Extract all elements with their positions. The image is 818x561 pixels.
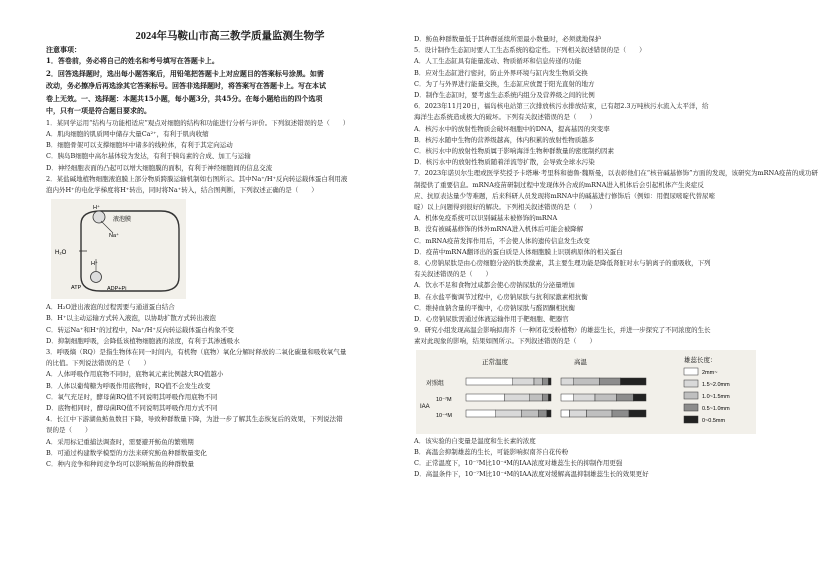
row-label-1e-7: 10⁻⁷M — [436, 396, 452, 403]
text-line: 卷上无效。一、选择题：本题共15小题，每小题3分，共45分。在每小题给出的四个选项 — [46, 93, 323, 103]
text-line: 3．呼吸熵（RQ）是指生物体在同一时间内，有机物（底物）氧化分解时释放的二氧化碳量和吸收氧气量 — [46, 347, 347, 356]
row-label-1e-4: 10⁻⁴M — [436, 412, 452, 419]
text-line: C．维持血钠含量的平衡中，心房钠尿肽与醛固酮相抗衡 — [414, 303, 575, 312]
text-line: C．转运Na⁺和H⁺的过程中，Na⁺/H⁺反向转运载体蛋白构象不变 — [46, 325, 234, 334]
bar-segment-normal-0-0 — [466, 378, 513, 385]
text-line: 2．回答选择题时，选出每小题答案后，用铅笔把答题卡上对应题目的答案标号涂黑。如需 — [46, 68, 324, 78]
text-line: 改动，务必擦净后再选涂其它答案标号。回答非选择题时，将答案写在答题卡上。写在本试 — [46, 81, 326, 91]
bars-group — [466, 378, 646, 417]
text-line: 中，只有一项是符合题目要求的。 — [46, 106, 151, 116]
stamen-length-chart — [416, 350, 756, 434]
legend-title: 雄蕊长度： — [684, 356, 717, 364]
text-line: B．人体以葡萄糖为呼吸作用底物时，RQ值不会发生改变 — [46, 381, 211, 390]
text-line: C．mRNA疫苗发挥作用后，不会使人体的遗传信息发生改变 — [414, 236, 590, 245]
text-line: D．抑制细胞呼吸，会降低该植物细胞液的浓度，有利于其渗透吸水 — [46, 336, 240, 345]
bar-segment-heat-1-0 — [561, 394, 574, 401]
vacuole-membrane-figure — [51, 199, 186, 299]
text-line: B．没有被碱基修饰的体外mRNA进入机体后可能会被降解 — [414, 225, 584, 234]
na-label: Na⁺ — [109, 233, 119, 240]
questions-2-4 — [46, 302, 398, 470]
right-column — [414, 34, 818, 481]
legend-swatch-0 — [684, 368, 698, 375]
text-line: D．高温条件下，10⁻⁷M比10⁻⁴M的IAA浓度对缓解高温抑制雄蕊生长的效果更好 — [414, 470, 649, 479]
notes-block — [46, 55, 398, 118]
text-line: C．正常温度下，10⁻⁷M比10⁻⁴M的IAA浓度对雄蕊生长的抑制作用更强 — [414, 459, 623, 468]
text-line: B．在水盐平衡调节过程中，心房钠尿肽与抗利尿激素相抗衡 — [414, 292, 588, 301]
bar-segment-heat-2-1 — [570, 410, 587, 417]
h2o-label: H₂O — [55, 250, 67, 257]
text-line: D．底物相同时，酵母菌RQ值不同说明其呼吸作用方式不同 — [46, 403, 218, 412]
group-label-heat: 高温 — [574, 358, 587, 366]
text-line: 1．某同学运用“结构与功能相适应”观点对细胞的结构和功能进行分析与评价。下列叙述错误的是（ ） — [46, 118, 350, 127]
legend-label-3: 0.5~1.0mm — [702, 405, 730, 412]
legend-swatch-3 — [684, 404, 698, 411]
text-line: 应、抗原表达量少等难题，后来科研人员发现将mRNA中的碱基进行修饰后（例如：用假尿嘧啶代替尿嘧 — [414, 191, 715, 200]
text-line: C．胰岛B细胞中高尔基体较为发达，有利于胰岛素的合成、加工与运输 — [46, 152, 251, 161]
bar-segment-normal-0-4 — [548, 378, 551, 385]
legend-swatch-4 — [684, 416, 698, 423]
bar-segment-normal-1-0 — [466, 394, 504, 401]
bar-segment-normal-2-3 — [538, 410, 547, 417]
bar-segment-heat-0-3 — [599, 378, 620, 385]
adp-label: ADP+Pi — [107, 286, 127, 293]
text-line: B．核污水随中生物的营养级越高，体内积累的放射性物质越多 — [414, 135, 595, 144]
bar-segment-normal-0-3 — [543, 378, 549, 385]
questions-4-9 — [414, 34, 818, 348]
text-line: 海洋生态系统造成极大的破坏。下列有关叙述错误的是（ ） — [414, 113, 596, 122]
legend-label-1: 1.5~2.0mm — [702, 381, 730, 388]
text-line: C．核污水中的放射性物质属于影响海洋生物种群数量的密度制约因素 — [414, 147, 614, 156]
group-label-normal: 正常温度 — [482, 358, 508, 366]
antiporter-protein — [93, 211, 105, 223]
questions-1-2 — [46, 118, 398, 196]
bar-segment-heat-0-2 — [574, 378, 600, 385]
text-line: A．人工生态缸具有能量流动、物质循环和信息传递的功能 — [414, 57, 582, 66]
question-9-options — [414, 436, 760, 481]
text-line: 1．答卷前，务必将自己的姓名和考号填写在答题卡上。 — [46, 56, 219, 66]
bar-segment-normal-1-3 — [543, 394, 549, 401]
bar-segment-normal-2-0 — [466, 410, 496, 417]
text-line: B．高温会抑制雄蕊的生长，可能影响拟南芥自花传粉 — [414, 447, 569, 456]
text-line: D．核污水中的放射性物质随着洋流等扩散，会导致全球水污染 — [414, 158, 595, 167]
text-line: 5．设计制作生态缸时要人工生态系统的稳定性。下列相关叙述错误的是（ ） — [414, 46, 646, 55]
bar-segment-heat-1-4 — [633, 394, 646, 401]
bar-segment-normal-1-1 — [504, 394, 530, 401]
text-line: 4．长江中下游湖鱼鲂鱼数目下降，导致种群数量下降，为进一步了解其生态恢复后的效果，下列说法错 — [46, 415, 343, 424]
text-line: 9．研究小组发现高温会影响拟南芥（一种闭花受粉植物）的雄蕊生长，并进一步探究了不同浓度的生长 — [414, 326, 711, 335]
text-line: 的比值。下列说法错误的是（ ） — [46, 359, 150, 368]
bar-segment-heat-2-4 — [629, 410, 646, 417]
bar-segment-normal-2-1 — [496, 410, 522, 417]
bar-segment-normal-1-2 — [530, 394, 543, 401]
bar-segment-normal-1-4 — [548, 394, 551, 401]
vacuole-diagram — [51, 199, 186, 299]
text-line: D．心房钠尿肽需通过体液运输作用于靶细胞、靶器官 — [414, 315, 569, 324]
text-line: A．该实验的自变量是温度和生长素的浓度 — [414, 436, 536, 445]
text-line: D．制作生态缸时，要考虑生态系统内组分及营养级之间的比例 — [414, 91, 595, 100]
text-line: 啶）以上问题得到很好的解决。下列相关叙述错误的是（ ） — [414, 203, 596, 212]
text-line: 误的是（ ） — [46, 426, 92, 435]
bar-segment-heat-2-2 — [587, 410, 613, 417]
text-line: A．H₂O进出液泡的过程需要与通道蛋白结合 — [46, 303, 175, 312]
text-line: 7．2023年诺贝尔生理或医学奖授予卡塔琳·考里科和德鲁·魏斯曼，以表彰他们在“核苷碱基修饰”方面的发现，该研究为mRNA疫苗的成功研 — [414, 169, 818, 178]
text-line: D．疫苗中mRNA翻译出的蛋白质是人体细胞膜上识别病原体的相关蛋白 — [414, 247, 623, 256]
na-arrow — [101, 221, 113, 233]
text-line: D．神经细胞表面的凸起可以增大细胞膜的面积，有利于神经细胞间的信息交流 — [46, 163, 273, 172]
h-label-bottom: H⁺ — [91, 261, 98, 268]
legend-label-2: 1.0~1.5mm — [702, 393, 730, 400]
notes-heading: 注意事项： — [46, 45, 81, 54]
text-line: A．人体呼吸作用底物不同时，底物氧元素比例越大RQ值越小 — [46, 370, 224, 379]
text-line: B．应对生态缸进行密封，防止外界环境与缸内发生物质交换 — [414, 68, 588, 77]
bar-segment-heat-2-3 — [612, 410, 629, 417]
bar-segment-heat-1-1 — [574, 394, 595, 401]
text-line: 泡内外H⁺的电化学梯度将H⁺转出，同时将Na⁺转入，结合图判断，下列叙述正确的是（ ） — [46, 185, 318, 194]
iaa-label: IAA — [420, 403, 430, 410]
text-line: A．机体免疫系统可以识别碱基未被修饰的mRNA — [414, 214, 558, 223]
text-line: 2．某盐碱地植物细胞液泡膜上部分物质跨膜运输机制如右图所示。其中Na⁺/H⁺反向转运载体蛋白利用液 — [46, 174, 348, 183]
legend-swatch-1 — [684, 380, 698, 387]
bar-segment-heat-2-0 — [561, 410, 570, 417]
legend-label-4: 0~0.5mm — [702, 417, 726, 424]
proton-pump — [91, 272, 102, 283]
text-line: A．核污水中的放射性物质会破坏细胞中的DNA，提高基因的突变率 — [414, 124, 610, 133]
legend-label-0: 2mm~ — [702, 369, 718, 376]
text-line: B．细胞骨架可以支撑细胞坏中诸多的线粒体，有利于其定向运动 — [46, 141, 233, 150]
text-line: 有关叙述错误的是（ ） — [414, 270, 492, 279]
bar-segment-heat-0-1 — [561, 378, 574, 385]
text-line: 8．心房钠尿肽是由心房细胞分泌的肽类激素，其主要生理功能是降低肾脏对水与钠离子的重吸收，下列 — [414, 259, 711, 268]
text-line: B．可通过构建数学模型的方法来研究鲂鱼种群数量变化 — [46, 448, 207, 457]
vacuole-label: 液泡膜 — [113, 217, 132, 224]
text-line: 制提供了重要信息。mRNA疫苗研制过程中发现体外合成的mRNA进入机体后会引起机体产生炎症反 — [414, 180, 704, 189]
text-line: A．肌肉细胞的肌质网中储存大量Ca²⁺，有利于肌肉收缩 — [46, 129, 209, 138]
text-line: B．H⁺以主动运输方式转入液泡，以协助扩散方式转出液泡 — [46, 314, 216, 323]
h-label-top: H⁺ — [93, 205, 100, 212]
text-line: A．采用标记重捕法调查时，需要避开鲂鱼的繁殖期 — [46, 437, 194, 446]
text-line: 素对此现象的影响，结果如图所示。下列叙述错误的是（ ） — [414, 337, 596, 346]
bar-segment-heat-1-3 — [616, 394, 633, 401]
bar-segment-normal-0-2 — [534, 378, 543, 385]
chart-legend — [684, 368, 730, 424]
legend-swatch-2 — [684, 392, 698, 399]
text-line: D．鲂鱼种群数量低于其种群延续所需最小数量时，必须就地保护 — [414, 35, 602, 43]
text-line: C．为了与外界进行能量交换，生态缸应放置于阳光直射的地方 — [414, 79, 595, 88]
row-label-control: 对照组 — [426, 380, 445, 387]
text-line: A．饮水不足和食物过咸都会使心房钠尿肽的分泌量增加 — [414, 281, 575, 290]
text-line: C．氧气充足时，酵母菌RQ值不同说明其呼吸作用底物不同 — [46, 392, 218, 401]
bar-segment-heat-0-4 — [621, 378, 647, 385]
bar-segment-normal-2-2 — [521, 410, 538, 417]
bar-segment-normal-0-1 — [513, 378, 534, 385]
page-title: 2024年马鞍山市高三教学质量监测生物学 — [135, 31, 325, 42]
atp-label: ATP — [71, 285, 82, 292]
stamen-chart-svg — [416, 350, 756, 434]
bar-segment-normal-2-4 — [547, 410, 551, 417]
text-line: 6．2023年11月20日，福岛核电站第三次排放核污水排放结束，已有超2.3万吨核污水流入太平洋，给 — [414, 102, 709, 111]
text-line: C．种内竞争和种间竞争均可以影响鲂鱼的种群数量 — [46, 459, 194, 468]
left-column — [46, 44, 398, 470]
bar-segment-heat-1-2 — [595, 394, 616, 401]
